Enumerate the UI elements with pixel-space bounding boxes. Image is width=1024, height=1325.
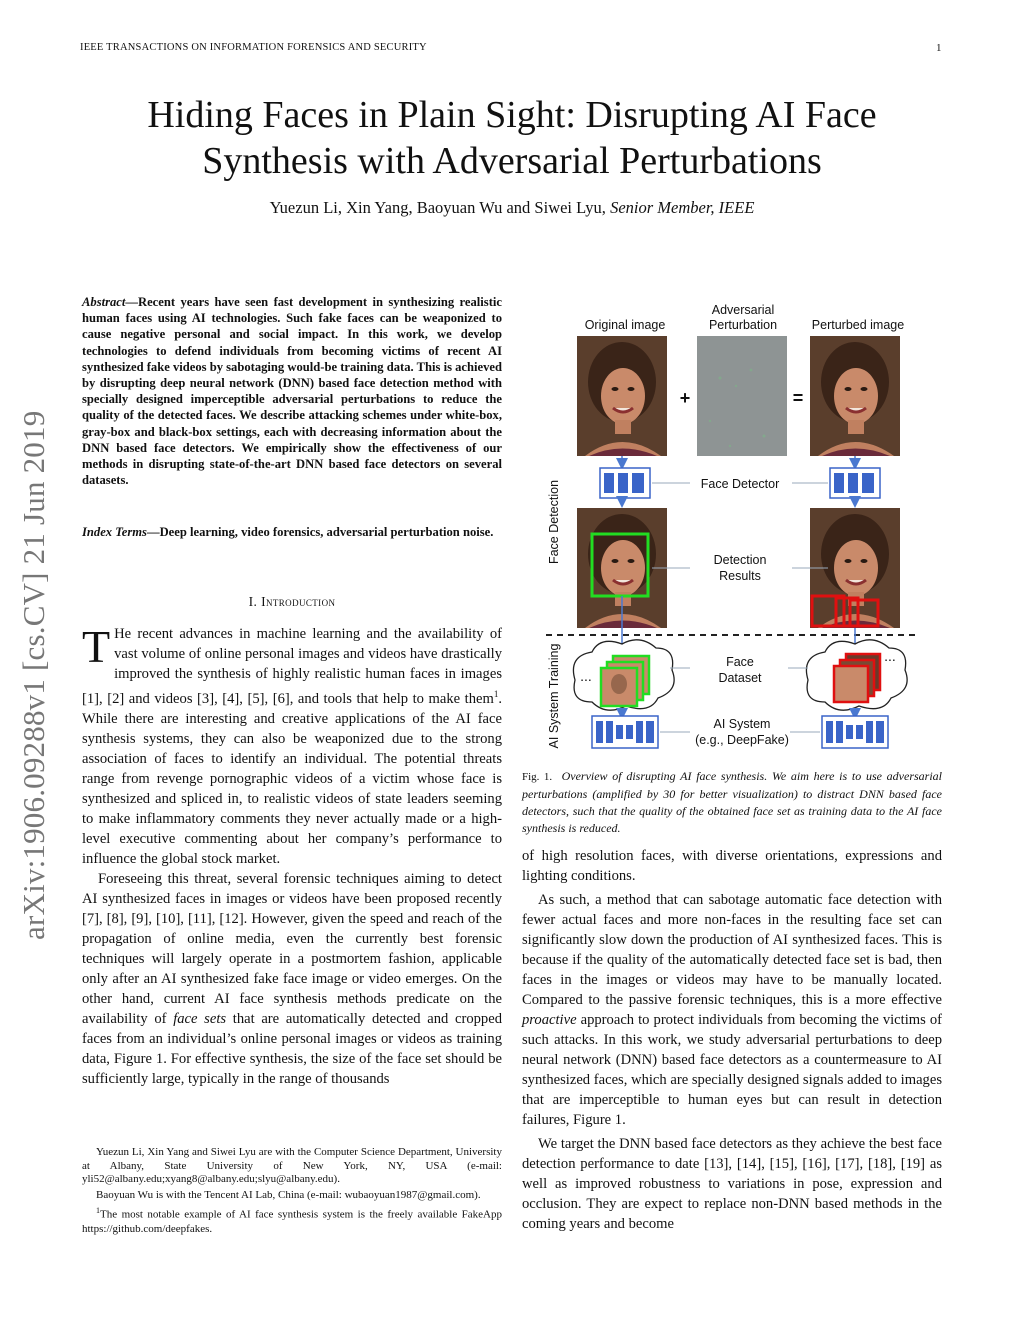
author-list xyxy=(0,198,1024,218)
section-title: Introduction xyxy=(261,594,336,609)
paper-title xyxy=(0,92,1024,184)
dataset-label-2: Dataset xyxy=(718,671,762,685)
intro-p2-a: Foreseeing this threat, several forensic techniques aiming to detect AI synthesized faces in images or videos have been proposed recently [7], [8], [9], [10], [11], [12]. However, given the speed and reach of the propagation of online media, even the currently best forensic techniques will largely operate in a postmortem fashion, applicable only after an AI synthesized fake face image or video emerges. On the other hand, current AI face synthesis methods predicate on the availability of xyxy=(82,870,502,1027)
figure-caption xyxy=(522,768,942,837)
right-paragraph-3: We target the DNN based face detectors as they achieve the best face detection performance to date [13], [14], [15], [16], [17], [18], [19] as well as improved robustness to variations in pose, expression and occlusion. They are expect to replace non-DNN based methods in the coming years and become xyxy=(522,1136,942,1232)
right-paragraph-2 xyxy=(522,890,942,1130)
label-adversarial: Adversarial xyxy=(711,303,775,317)
side-label-ai-training: AI System Training xyxy=(547,643,561,749)
detection-label-1: Detection xyxy=(713,553,767,567)
ai-system-icon-left xyxy=(592,716,658,748)
page-number: 1 xyxy=(936,42,942,54)
equals-sign: = xyxy=(792,388,804,408)
running-head: IEEE TRANSACTIONS ON INFORMATION FORENSICS AND SECURITY xyxy=(80,42,427,53)
introduction-body xyxy=(82,621,502,1089)
section-number: I. xyxy=(248,594,258,609)
affiliation-1: Yuezun Li, Xin Yang and Siwei Lyu are with the Computer Science Department, University at Albany, State University of New York, NY, USA (e-mail: yli52@albany.edu;xyang8@albany.edu;slyu@albany.edu). xyxy=(82,1146,502,1186)
index-terms xyxy=(82,524,502,540)
footnote-1 xyxy=(82,1204,502,1236)
intro-paragraph-1 xyxy=(82,621,502,869)
abstract-text: —Recent years have seen fast development in synthesizing realistic human faces using AI technologies. Such fake faces can be weaponized to cause negative personal and social impact. In this work, we develop technologies to defend individuals from becoming victims of recent AI synthesized fake videos by sabotaging would-be training data. This is achieved by disrupting deep neural network (DNN) based face detection method with specially designed imperceptible adversarial perturbations to reduce the quality of the detected faces. We describe attacking schemes under white-box, gray-box and black-box settings, each with decreasing information about the DNN based face detectors. We empirically show the effectiveness of our methods in disrupting state-of-the-art DNN based face detectors on several datasets. xyxy=(82,295,502,488)
face-detector-icon-left xyxy=(600,468,650,498)
dataset-label-1: Face xyxy=(726,655,754,669)
right-p2-b: approach to protect individuals from becoming the victims of such attacks. In this work, we study adversarial perturbations to deep neural network (DNN) based face detectors as a countermeasure to AI synthesized faces, which are specially designed signals added to images that are imperceptible to human eyes but can result in detection failures, Figure 1. xyxy=(522,1012,942,1128)
adversarial-perturbation-image xyxy=(697,336,787,456)
footnote-1-text: The most notable example of AI face synthesis system is the freely available FakeApp https://github.com/deepfakes. xyxy=(82,1209,502,1235)
intro-p2-emphasis: face sets xyxy=(173,1010,227,1027)
abstract-label: Abstract xyxy=(82,295,126,309)
plus-sign: + xyxy=(679,388,691,408)
ellipsis-right: ... xyxy=(884,648,896,664)
footnotes xyxy=(82,1146,502,1238)
title-line-2: Synthesis with Adversarial Perturbations xyxy=(202,140,822,182)
index-terms-text: —Deep learning, video forensics, adversarial perturbation noise. xyxy=(146,525,494,539)
original-image xyxy=(577,336,667,456)
label-original-image: Original image xyxy=(584,318,666,332)
right-p2-a: As such, a method that can sabotage automatic face detection with fewer actual faces and more non-faces in the resulting face set can significantly slow down the production of AI synthesized faces. This is because if the quality of the automatically detected face set is bad, then faces in the images or videos may have to be manually located. Compared to the passive forensic techniques, this is a more effective xyxy=(522,892,942,1008)
index-terms-label: Index Terms xyxy=(82,525,147,539)
author-names: Yuezun Li, Xin Yang, Baoyuan Wu and Siwei Lyu, xyxy=(269,198,606,217)
face-detector-icon-right xyxy=(830,468,880,498)
ellipsis-left: ... xyxy=(580,668,592,684)
ai-system-label-1: AI System xyxy=(713,717,771,731)
right-p2-emphasis: proactive xyxy=(522,1012,577,1028)
caption-label: Fig. 1. xyxy=(522,771,553,783)
label-perturbed-image: Perturbed image xyxy=(811,318,905,332)
abstract xyxy=(82,294,502,488)
right-paragraph-1: of high resolution faces, with diverse orientations, expressions and lighting conditions. xyxy=(522,848,942,884)
label-perturbation: Perturbation xyxy=(708,318,778,332)
section-heading xyxy=(82,594,502,610)
right-column-body xyxy=(522,846,942,1238)
face-detector-label: Face Detector xyxy=(700,477,780,491)
arxiv-stamp: arXiv:1906.09288v1 [cs.CV] 21 Jun 2019 xyxy=(16,410,51,940)
drop-cap: T xyxy=(82,621,111,672)
affiliation-2: Baoyuan Wu is with the Tencent AI Lab, China (e-mail: wubaoyuan1987@gmail.com). xyxy=(96,1188,481,1201)
author-membership: Senior Member, IEEE xyxy=(610,198,755,217)
ai-system-label-2: (e.g., DeepFake) xyxy=(695,733,789,747)
intro-p1-rest: . While there are interesting and creative applications of the AI face synthesis systems, they can also be weaponized due to the strong association of faces to identify an individual. The potential threats range from revenge pornographic videos of a victim whose face is synthesized and spliced in, to realistic videos of state leaders seeming to make inflammatory comments they never actually made or a high-level executive commenting about her company’s performance to influence the global stock market. xyxy=(82,690,502,867)
intro-paragraph-2 xyxy=(82,869,502,1089)
perturbed-image xyxy=(810,336,900,456)
intro-p1-lead: He recent advances in machine learning and the availability of vast volume of online personal images and videos have drastically improved the synthesis of highly realistic human faces in images [1], [2] and videos [3], [4], [5], [6], and tools that help to make them xyxy=(82,626,502,707)
footnote-mark: 1 xyxy=(493,689,499,699)
ai-system-icon-right xyxy=(822,716,888,748)
caption-text: Overview of disrupting AI face synthesis. We aim here is to use adversarial perturbations (amplified by 30 for better visualization) to distract DNN based face detectors, such that the quality of the obtained face set as training data to the AI face synthesis is reduced. xyxy=(522,769,942,835)
figure-1 xyxy=(540,296,930,756)
footnote-1-mark: 1 xyxy=(96,1206,100,1216)
intro-p2-b: that are automatically detected and cropped faces from an individual’s online personal images or videos as training data, Figure 1. For effective synthesis, the size of the face set should be sufficiently large, typically in the range of thousands xyxy=(82,1010,502,1087)
side-label-face-detection: Face Detection xyxy=(547,479,561,565)
detection-label-2: Results xyxy=(719,569,761,583)
title-line-1: Hiding Faces in Plain Sight: Disrupting AI Face xyxy=(147,94,877,136)
